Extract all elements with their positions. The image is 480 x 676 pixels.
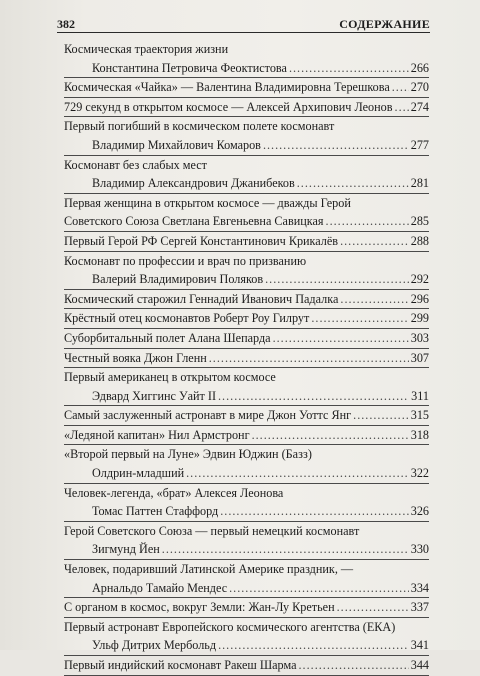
dot-leader	[220, 502, 409, 521]
toc-entry-page-line	[64, 98, 429, 117]
toc-entry-page-line	[64, 598, 429, 617]
toc-entry	[64, 522, 429, 560]
toc-entry-title-line: Первый американец в открытом космосе	[64, 370, 276, 385]
toc-entry-page-number: 266	[410, 60, 429, 75]
toc-entry-title: Арнальдо Тамайо Мендес	[92, 580, 228, 595]
toc-entry-page-number: 288	[410, 233, 429, 248]
toc-entry-page-line	[64, 232, 429, 251]
toc-entry-page-line	[64, 349, 429, 368]
toc-entry-title: С органом в космос, вокруг Земли: Жан-Лу Кретьен	[64, 600, 335, 615]
toc-entry-title: Честный вояка Джон Гленн	[64, 350, 207, 365]
toc-entry-page-number: 315	[410, 408, 429, 423]
toc-entry-page-number: 318	[410, 427, 429, 442]
toc-entry-title-line: Космическая траектория жизни	[64, 42, 229, 56]
dot-leader	[340, 290, 408, 309]
toc-entry-title: Эдвард Хиггинс Уайт II	[92, 388, 216, 403]
section-title: СОДЕРЖАНИЕ	[339, 17, 430, 31]
dot-leader	[218, 387, 409, 406]
toc-entry-title: Самый заслуженный астронавт в мире Джон Уоттс Янг	[64, 408, 352, 423]
toc-entry	[64, 656, 429, 676]
toc-entry-title: Владимир Михайлович Комаров	[92, 137, 261, 152]
dot-leader	[252, 426, 409, 445]
toc-entry-title: Валерий Владимирович Поляков	[92, 272, 264, 287]
toc-entry-title: Первый индийский космонавт Ракеш Шарма	[64, 658, 297, 672]
toc-entry-page-line	[64, 502, 429, 521]
toc-entry-page-line	[64, 59, 429, 78]
toc-entry	[64, 194, 429, 232]
page-number: 382	[57, 17, 75, 31]
toc-entry	[64, 349, 429, 369]
toc-entry	[64, 117, 429, 155]
dot-leader	[392, 78, 409, 97]
dot-leader	[162, 540, 409, 559]
toc-entry-page-number: 344	[410, 658, 429, 672]
toc-entry-title: Первый Герой РФ Сергей Константинович Крикалёв	[64, 233, 339, 248]
toc-entry-page-number: 281	[410, 176, 429, 191]
dot-leader	[209, 349, 409, 368]
toc-entry-page-number: 326	[410, 504, 429, 519]
toc-entry-page-number: 277	[410, 137, 429, 152]
toc-entry	[64, 598, 429, 618]
toc-entry-title-line: Герой Советского Союза — первый немецкий космонавт	[64, 523, 360, 538]
toc-entry	[64, 445, 429, 483]
toc-entry-title-line: Первый погибший в космическом полете космонавт	[64, 119, 335, 134]
toc-entry-title-line: Человек, подаривший Латинской Америке праздник, —	[64, 562, 354, 577]
dot-leader	[273, 329, 409, 348]
toc-entry-page-number: 285	[410, 214, 429, 229]
toc-entry	[64, 290, 429, 310]
toc-entry-title: Космическая «Чайка» — Валентина Владимировна Терешкова	[64, 80, 390, 95]
toc-entry-page-line	[64, 290, 429, 309]
toc-entry	[64, 232, 429, 252]
toc-entry-title-line: Космонавт без слабых мест	[64, 157, 207, 172]
toc-entry-page-number: 330	[410, 542, 429, 557]
toc-entry	[64, 40, 429, 78]
dot-leader	[299, 656, 409, 675]
toc-entry-title: Олдрин-младший	[92, 466, 185, 481]
toc-entry-title: Зигмунд Йен	[92, 542, 160, 557]
toc-entry	[64, 98, 429, 118]
toc-entry-page-line	[64, 136, 429, 155]
toc-entry	[64, 368, 429, 406]
toc-entry-page-line	[64, 212, 429, 231]
toc-entry	[64, 156, 429, 194]
dot-leader	[297, 174, 409, 193]
dot-leader	[265, 270, 409, 289]
toc-entry	[64, 78, 429, 98]
toc-entry-page-line	[64, 387, 429, 406]
dot-leader	[395, 98, 409, 117]
toc-entry-title: Ульф Дитрих Мербольд	[92, 638, 217, 653]
toc-entry-title: Владимир Александрович Джанибеков	[92, 176, 295, 191]
dot-leader	[326, 212, 409, 231]
toc-entry-title: Константина Петровича Феоктистова	[92, 60, 287, 75]
toc-entry-page-number: 307	[410, 350, 429, 365]
dot-leader	[340, 232, 409, 251]
table-of-contents	[64, 40, 429, 676]
toc-entry-page-number: 292	[410, 272, 429, 287]
toc-entry	[64, 560, 429, 598]
toc-entry-title: Крёстный отец космонавтов Роберт Роу Гилрут	[64, 311, 310, 326]
toc-entry-title: «Ледяной капитан» Нил Армстронг	[64, 427, 250, 442]
toc-entry-title-line: Первая женщина в открытом космосе — дважды Герой	[64, 195, 351, 210]
toc-entry-page-line	[64, 540, 429, 559]
dot-leader	[186, 464, 409, 483]
toc-entry-page-line	[64, 329, 429, 348]
toc-entry-page-number: 311	[411, 388, 429, 403]
toc-entry-page-number: 334	[410, 580, 429, 595]
toc-entry-title: Суборбитальный полет Алана Шепарда	[64, 330, 271, 345]
toc-entry-page-line	[64, 174, 429, 193]
toc-entry-title: 729 секунд в открытом космосе — Алексей Архипович Леонов	[64, 99, 393, 114]
toc-entry	[64, 484, 429, 522]
toc-entry	[64, 618, 429, 656]
toc-entry-page-number: 270	[410, 80, 429, 95]
toc-entry-title: Космический старожил Геннадий Иванович Падалка	[64, 291, 339, 306]
toc-entry-page-line	[64, 464, 429, 483]
toc-entry-title-line: Космонавт по профессии и врач по призванию	[64, 253, 307, 268]
page-header	[57, 16, 430, 33]
toc-entry-page-number: 296	[410, 291, 429, 306]
toc-entry-page-number: 341	[410, 638, 429, 653]
toc-entry-title: Советского Союза Светлана Евгеньевна Савицкая	[64, 214, 324, 229]
dot-leader	[218, 636, 409, 655]
toc-entry-page-number: 274	[410, 99, 429, 114]
toc-entry-page-line	[64, 78, 429, 97]
toc-entry-page-line	[64, 636, 429, 655]
toc-entry-page-line	[64, 426, 429, 445]
toc-entry	[64, 309, 429, 329]
toc-entry-page-line	[64, 406, 429, 425]
toc-entry-title-line: Первый астронавт Европейского космического агентства (ЕКА)	[64, 619, 396, 634]
toc-entry-title-line: Человек-легенда, «брат» Алексея Леонова	[64, 485, 284, 500]
dot-leader	[311, 309, 408, 328]
toc-entry-page-number: 322	[410, 466, 429, 481]
dot-leader	[229, 579, 409, 598]
dot-leader	[353, 406, 409, 425]
toc-entry-page-number: 337	[410, 600, 429, 615]
toc-entry-title-line: «Второй первый на Луне» Эдвин Юджин (Базз)	[64, 447, 312, 462]
toc-entry-page-number: 299	[410, 311, 429, 326]
toc-entry-page-line	[64, 579, 429, 598]
toc-entry	[64, 406, 429, 426]
toc-entry-page-line	[64, 309, 429, 328]
toc-entry-page-number: 303	[410, 330, 429, 345]
toc-entry	[64, 329, 429, 349]
toc-entry-title: Томас Паттен Стаффорд	[92, 504, 219, 519]
dot-leader	[289, 59, 409, 78]
dot-leader	[337, 598, 409, 617]
toc-entry-page-line	[64, 270, 429, 289]
toc-entry-page-line	[64, 656, 429, 675]
dot-leader	[263, 136, 409, 155]
toc-entry	[64, 426, 429, 446]
toc-entry	[64, 252, 429, 290]
